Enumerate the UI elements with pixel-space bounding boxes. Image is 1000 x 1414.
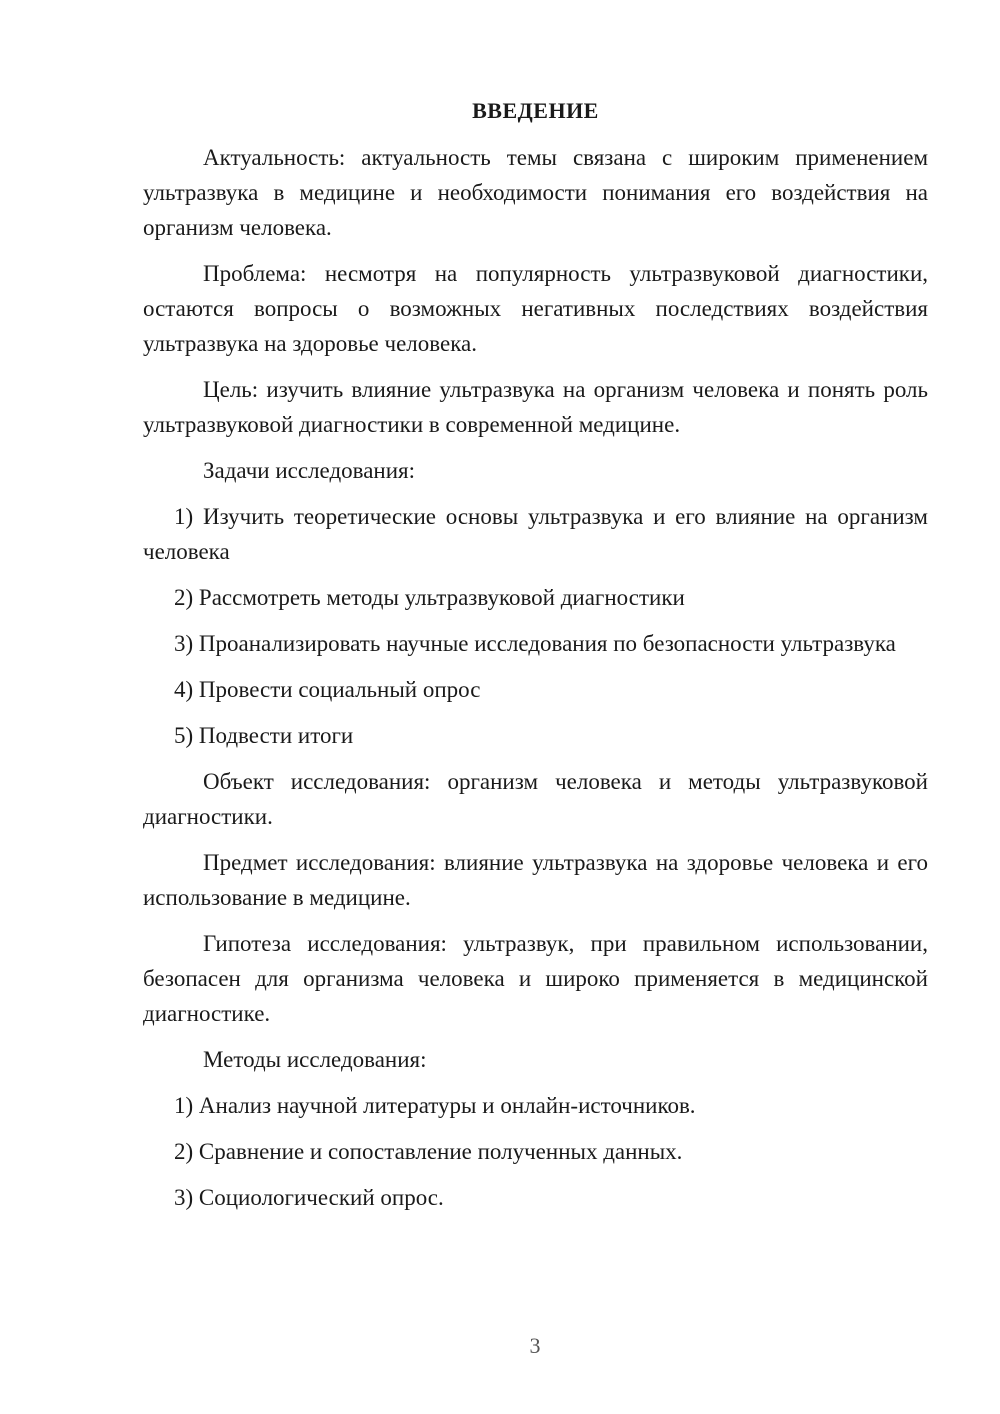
method-item: 3) Социологический опрос. (174, 1185, 444, 1210)
section-title: ВВЕДЕНИЕ (472, 98, 599, 123)
task-item: 5) Подвести итоги (174, 723, 354, 748)
object-paragraph: Объект исследования: организм человека и методы ультразвуковой диагностики. (143, 769, 928, 829)
page-content (143, 93, 928, 1226)
task-item: 1) Изучить теоретические основы ультразвука и его влияние на организм человека (143, 504, 928, 564)
method-item: 2) Сравнение и сопоставление полученных данных. (174, 1139, 683, 1164)
methods-heading: Методы исследования: (203, 1047, 427, 1072)
task-item: 2) Рассмотреть методы ультразвуковой диагностики (174, 585, 685, 610)
page-number: 3 (529, 1333, 541, 1358)
relevance-paragraph: Актуальность: актуальность темы связана с широким применением ультразвука в медицине и необходимости понимания его воздействия на организм человека. (143, 145, 928, 240)
goal-paragraph: Цель: изучить влияние ультразвука на организм человека и понять роль ультразвуковой диагностики в современной медицине. (143, 377, 928, 437)
problem-paragraph: Проблема: несмотря на популярность ультразвуковой диагностики, остаются вопросы о возможных негативных последствиях воздействия ультразвука на здоровье человека. (143, 261, 928, 356)
subject-paragraph: Предмет исследования: влияние ультразвука на здоровье человека и его использование в медицине. (143, 850, 928, 910)
method-item: 1) Анализ научной литературы и онлайн-источников. (174, 1093, 696, 1118)
task-item: 4) Провести социальный опрос (174, 677, 481, 702)
tasks-heading: Задачи исследования: (203, 458, 416, 483)
task-item: 3) Проанализировать научные исследования по безопасности ультразвука (174, 631, 896, 656)
hypothesis-paragraph: Гипотеза исследования: ультразвук, при правильном использовании, безопасен для организма человека и широко применяется в медицинской диагностике. (143, 931, 928, 1026)
